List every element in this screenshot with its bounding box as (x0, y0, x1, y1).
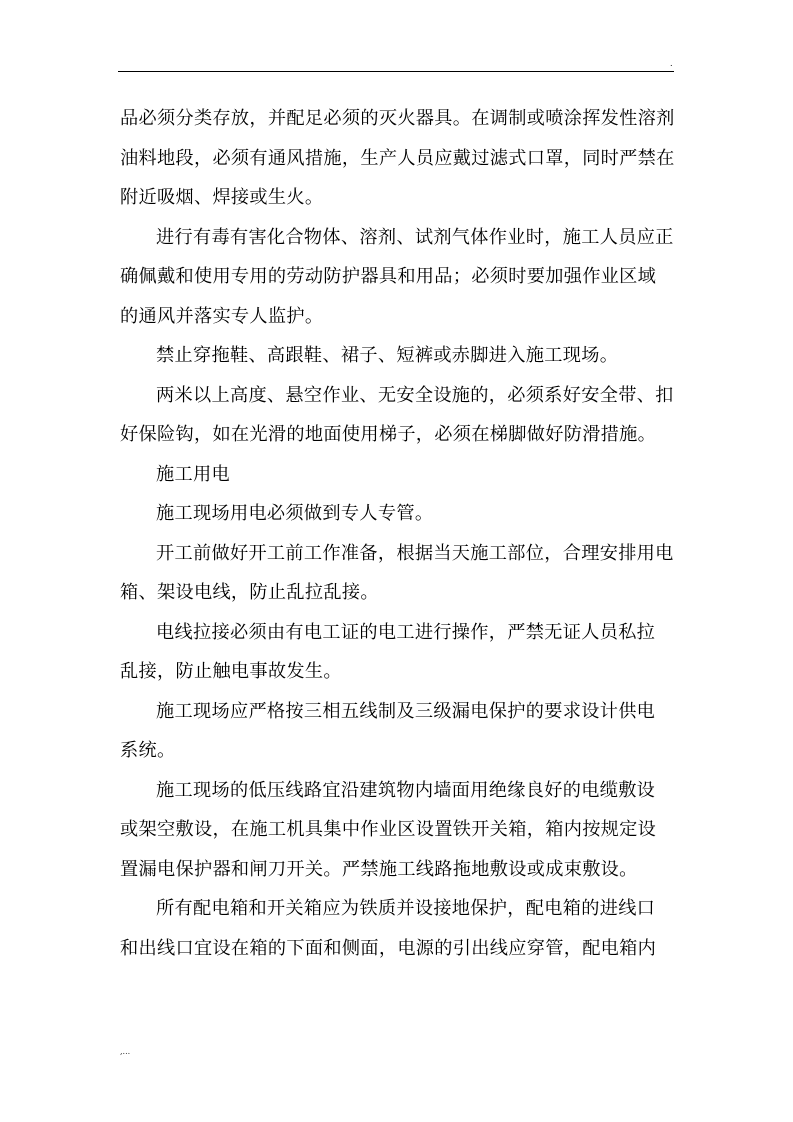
text-line: 好保险钩，如在光滑的地面使用梯子，必须在梯脚做好防滑措施。 (120, 424, 657, 445)
document-body (120, 104, 676, 973)
header-corner-mark: . (670, 59, 673, 68)
footer-mark: ,... (120, 1047, 131, 1056)
text-line: 施工现场应严格按三相五线制及三级漏电保护的要求设计供电 (156, 700, 656, 722)
text-line: 的通风并落实专人监护。 (120, 305, 324, 327)
header-rule (118, 71, 674, 72)
text-line: 施工现场的低压线路宜沿建筑物内墙面用绝缘良好的电缆敷设 (156, 779, 656, 801)
text-line: 箱、架设电线，防止乱拉乱接。 (120, 582, 379, 603)
text-line: 所有配电箱和开关箱应为铁质并设接地保护，配电箱的进线口 (156, 898, 656, 919)
text-line: 或架空敷设，在施工机具集中作业区设置铁开关箱，箱内按规定设 (120, 819, 657, 840)
text-line: 附近吸烟、焊接或生火。 (120, 187, 324, 208)
text-line: 开工前做好开工前工作准备，根据当天施工部位，合理安排用电 (156, 542, 674, 564)
text-line: 置漏电保护器和闸刀开关。严禁施工线路拖地敷设或成束敷设。 (120, 858, 638, 880)
text-line: 品必须分类存放，并配足必须的灭火器具。在调制或喷涂挥发性溶剂 (120, 108, 675, 129)
text-line: 电线拉接必须由有电工证的电工进行操作，严禁无证人员私拉 (156, 621, 656, 643)
text-line: 油料地段，必须有通风措施，生产人员应戴过滤式口罩，同时严禁在 (120, 147, 675, 169)
text-line: 进行有毒有害化合物体、溶剂、试剂气体作业时，施工人员应正 (156, 226, 674, 248)
text-line: 施工现场用电必须做到专人专管。 (156, 503, 434, 524)
text-line: 禁止穿拖鞋、高跟鞋、裙子、短裤或赤脚进入施工现场。 (156, 345, 619, 366)
text-line: 两米以上高度、悬空作业、无安全设施的，必须系好安全带、扣 (156, 384, 674, 406)
text-line: 乱接，防止触电事故发生。 (120, 661, 342, 682)
text-line: 和出线口宜设在箱的下面和侧面，电源的引出线应穿管，配电箱内 (120, 937, 657, 959)
text-line: 系统。 (120, 740, 176, 761)
text-line: 确佩戴和使用专用的劳动防护器具和用品；必须时要加强作业区域 (120, 266, 657, 287)
section-heading: 施工用电 (156, 463, 230, 485)
